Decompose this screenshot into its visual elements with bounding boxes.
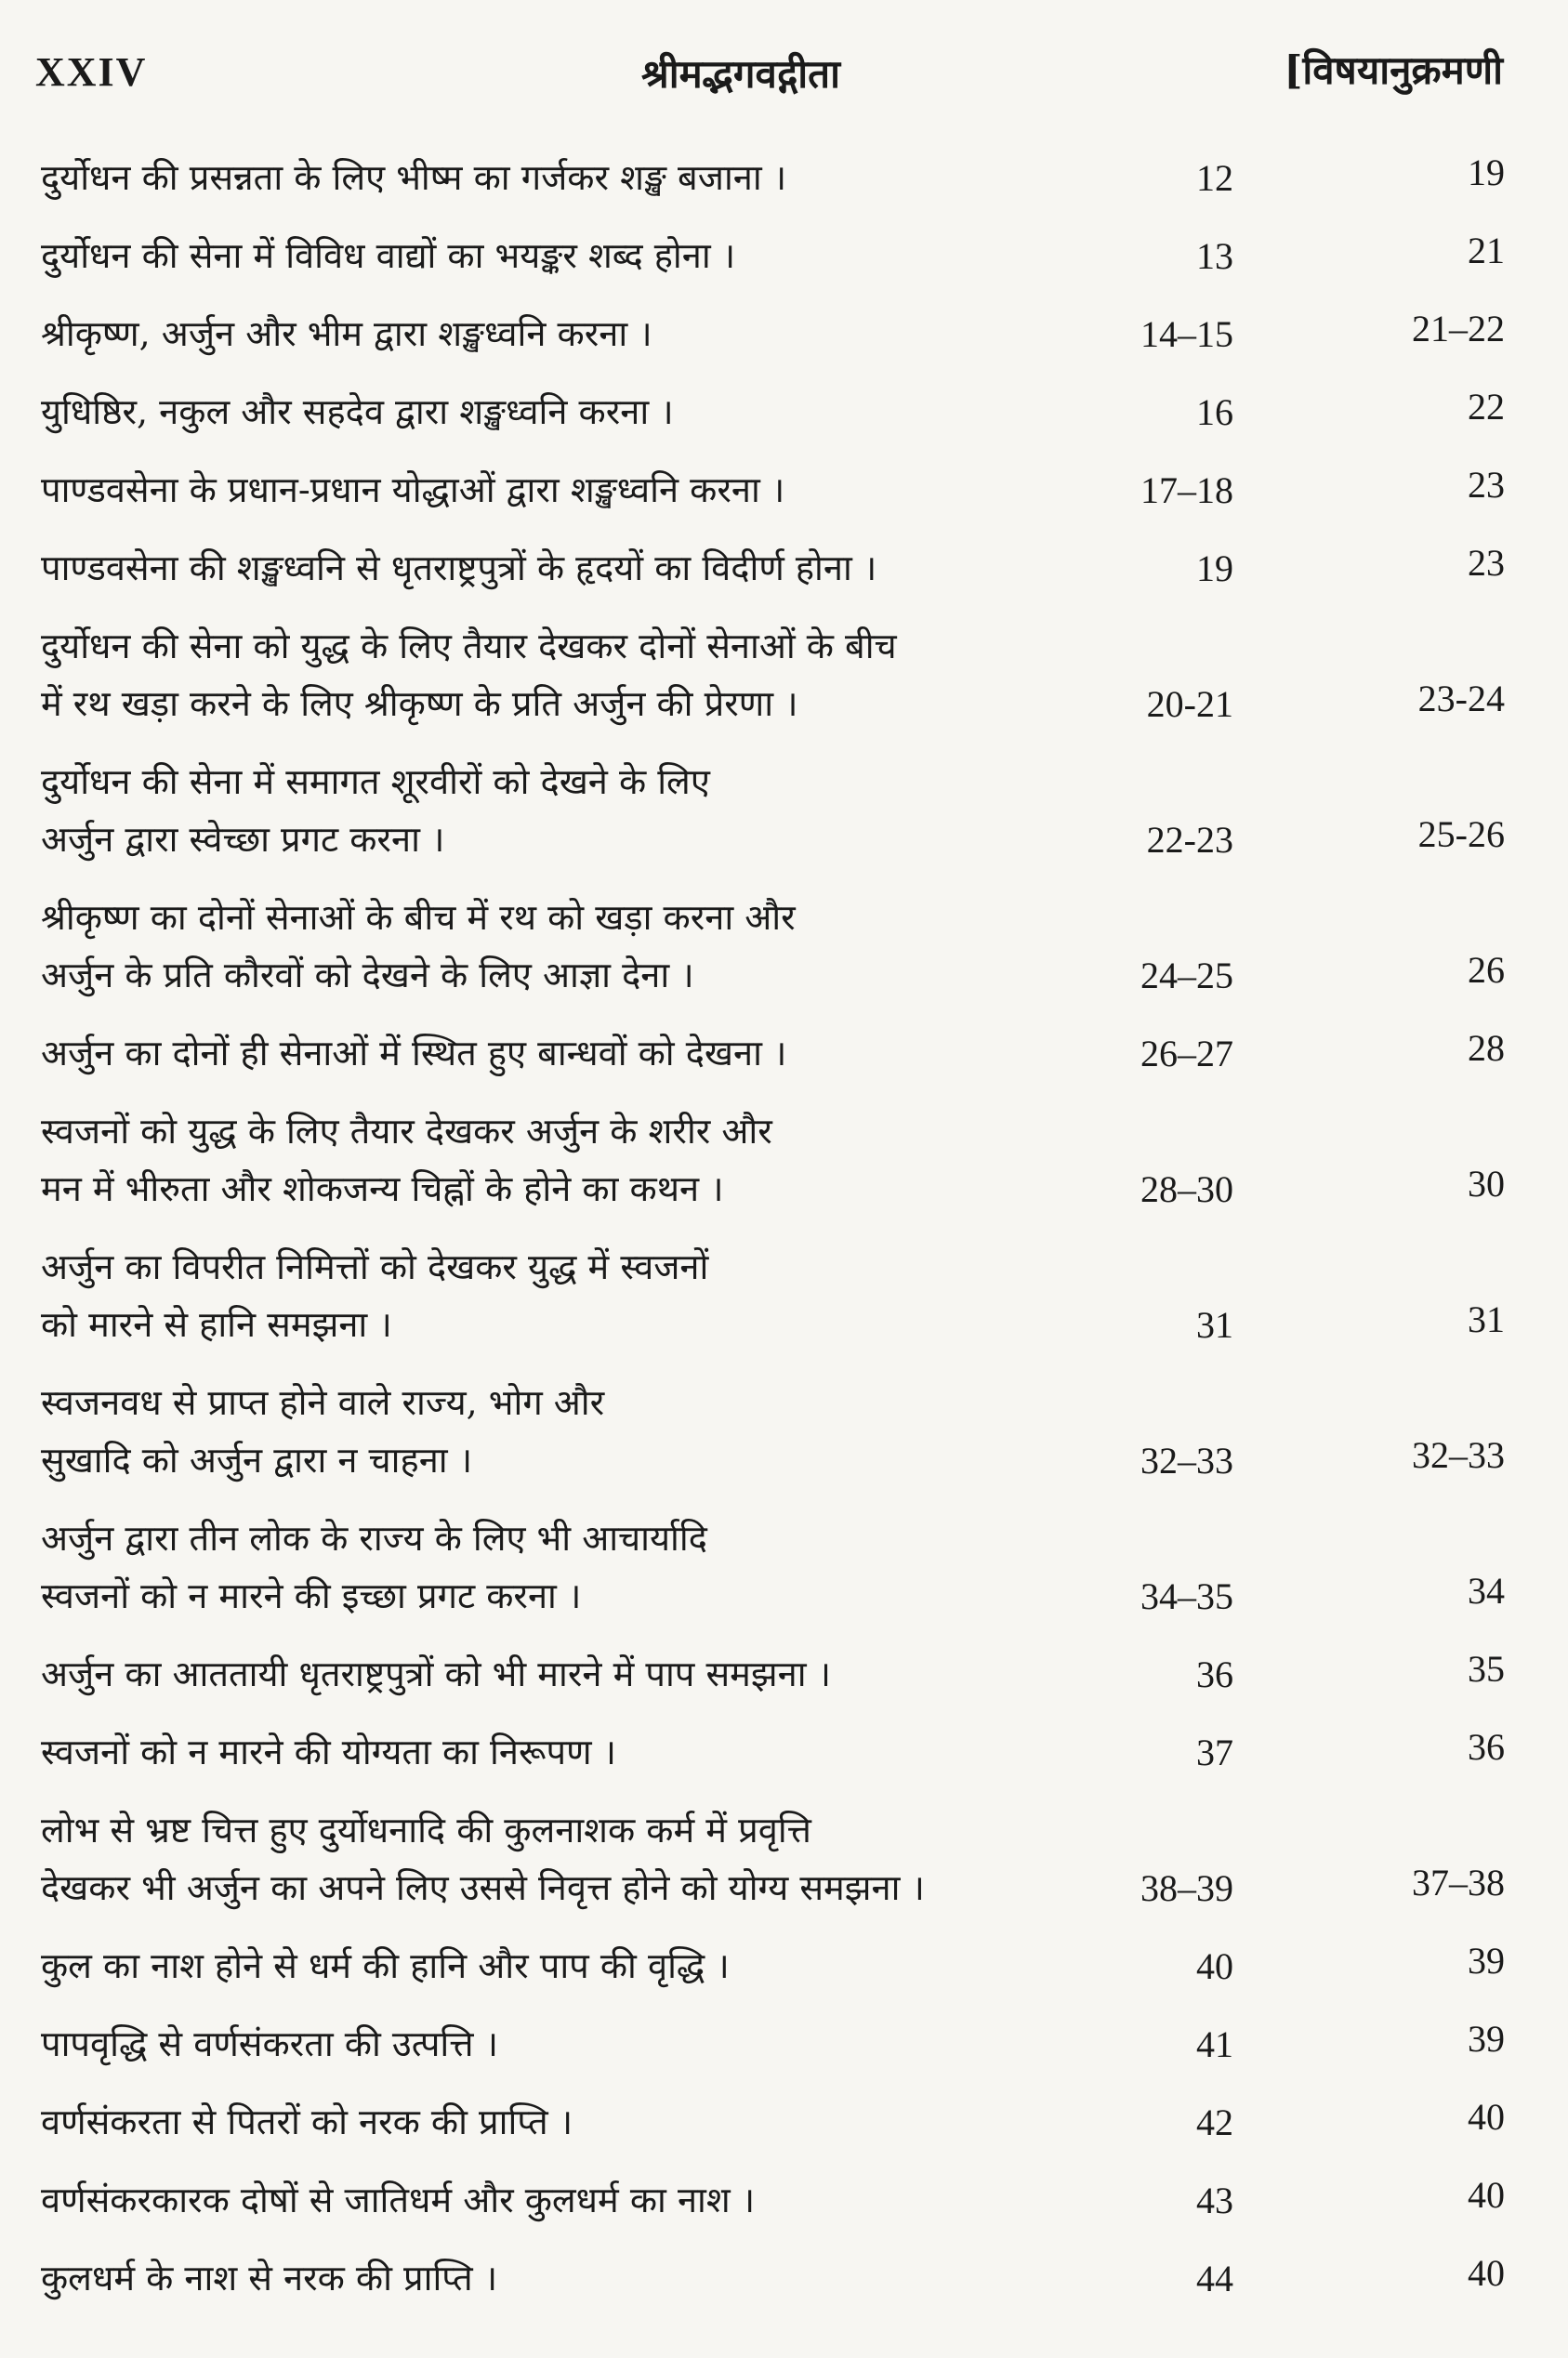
topic-line: दुर्योधन की सेना को युद्ध के लिए तैयार देखकर दोनों सेनाओं के बीच [41,626,897,666]
contents-row [0,149,1568,206]
topic-description [41,753,1082,868]
page-reference: 19 [1468,151,1505,193]
topic-description [41,2171,1082,2229]
contents-row [0,1509,1568,1625]
page-reference: 28 [1468,1027,1505,1069]
verse-number: 13 [1196,235,1233,277]
verse-number: 16 [1196,391,1233,433]
topic-line: अर्जुन का विपरीत निमित्तों को देखकर युद्ध में स्वजनों [41,1246,709,1287]
verse-number: 17–18 [1140,469,1233,511]
topic-description [41,227,1082,284]
topic-line: अर्जुन द्वारा स्वेच्छा प्रगट करना । [41,819,445,860]
topic-line: अर्जुन द्वारा तीन लोक के राज्य के लिए भी आचार्यादि [41,1518,707,1559]
topic-line: मन में भीरुता और शोकजन्य चिह्नों के होने का कथन । [41,1168,724,1209]
contents-row [0,2093,1568,2151]
page-reference: 21–22 [1412,308,1505,349]
verse-number: 34–35 [1140,1575,1233,1617]
topic-description [41,383,1082,441]
contents-row [0,2249,1568,2307]
page-reference: 39 [1468,1940,1505,1982]
topic-line: को मारने से हानि समझना । [41,1304,392,1345]
verse-number: 42 [1196,2101,1233,2143]
verse-number: 43 [1196,2180,1233,2221]
topic-description [41,1937,1082,1995]
topic-line: पापवृद्धि से वर्णसंकरता की उत्पत्ति । [41,2023,499,2064]
page-reference: 39 [1468,2018,1505,2060]
contents-row [0,2015,1568,2073]
verse-number: 26–27 [1140,1033,1233,1074]
topic-line: दुर्योधन की प्रसन्नता के लिए भीष्म का गर्जकर शङ्ख बजाना । [41,157,787,198]
page-reference: 30 [1468,1163,1505,1205]
page-header [0,37,1568,112]
contents-row [0,461,1568,519]
topic-line: श्रीकृष्ण, अर्जुन और भीम द्वारा शङ्खध्वनि करना । [41,313,652,354]
page-reference: 32–33 [1412,1434,1505,1476]
topic-description [41,1024,1082,1082]
topic-line: वर्णसंकरकारक दोषों से जातिधर्म और कुलधर्म का नाश । [41,2180,756,2220]
page-reference: 25-26 [1417,813,1505,855]
page-reference: 35 [1468,1648,1505,1690]
topic-line: देखकर भी अर्जुन का अपने लिए उससे निवृत्त होने को योग्य समझना । [41,1867,925,1908]
contents-row [0,305,1568,362]
contents-row [0,1374,1568,1489]
verse-number: 28–30 [1140,1168,1233,1210]
topic-description [41,305,1082,362]
contents-row [0,539,1568,597]
page-reference: 40 [1468,2174,1505,2216]
topic-line: दुर्योधन की सेना में समागत शूरवीरों को देखने के लिए [41,761,710,802]
contents-row [0,1801,1568,1917]
verse-number: 24–25 [1140,955,1233,996]
verse-number: 22-23 [1146,819,1233,861]
topic-line: स्वजनवध से प्राप्त होने वाले राज्य, भोग और [41,1382,605,1423]
topic-description [41,2093,1082,2151]
verse-number: 36 [1196,1653,1233,1695]
topic-line: सुखादि को अर्जुन द्वारा न चाहना । [41,1440,473,1481]
page-reference: 40 [1468,2096,1505,2138]
verse-number: 31 [1196,1304,1233,1346]
contents-row [0,1024,1568,1082]
topic-description [41,2015,1082,2073]
topic-description [41,461,1082,519]
verse-number: 41 [1196,2023,1233,2065]
contents-row [0,1645,1568,1703]
topic-line: दुर्योधन की सेना में विविध वाद्यों का भयङ्कर शब्द होना । [41,235,736,276]
topic-description [41,1801,1082,1917]
contents-row [0,227,1568,284]
page-reference: 26 [1468,949,1505,991]
topic-line: स्वजनों को न मारने की इच्छा प्रगट करना । [41,1575,582,1616]
contents-row [0,617,1568,732]
topic-description [41,1509,1082,1625]
page-reference: 23 [1468,464,1505,506]
verse-number: 12 [1196,157,1233,199]
verse-number: 38–39 [1140,1867,1233,1909]
page-reference: 40 [1468,2252,1505,2294]
topic-line: अर्जुन के प्रति कौरवों को देखने के लिए आज्ञा देना । [41,955,694,995]
page-reference: 23-24 [1417,678,1505,719]
verse-number: 20-21 [1146,683,1233,725]
topic-line: स्वजनों को युद्ध के लिए तैयार देखकर अर्जुन के शरीर और [41,1111,772,1152]
topic-description [41,1374,1082,1489]
topic-line: में रथ खड़ा करने के लिए श्रीकृष्ण के प्रति अर्जुन की प्रेरणा । [41,683,798,724]
page-number: XXIV [35,49,148,95]
section-title: [विषयानुक्रमणी [1284,47,1503,93]
page-reference: 22 [1468,386,1505,428]
topic-description [41,539,1082,597]
page-reference: 37–38 [1412,1862,1505,1904]
page-reference: 34 [1468,1570,1505,1612]
contents-row [0,1102,1568,1218]
contents-row [0,753,1568,868]
topic-line: लोभ से भ्रष्ट चित्त हुए दुर्योधनादि की कुलनाशक कर्म में प्रवृत्ति [41,1810,811,1851]
topic-line: युधिष्ठिर, नकुल और सहदेव द्वारा शङ्खध्वनि करना । [41,391,674,432]
topic-line: श्रीकृष्ण का दोनों सेनाओं के बीच में रथ को खड़ा करना और [41,897,796,938]
topic-description [41,2249,1082,2307]
verse-number: 19 [1196,547,1233,589]
page-reference: 23 [1468,542,1505,584]
page-reference: 36 [1468,1726,1505,1768]
verse-number: 32–33 [1140,1440,1233,1482]
topic-description [41,1645,1082,1703]
contents-row [0,1238,1568,1353]
page-reference: 31 [1468,1298,1505,1340]
topic-description [41,149,1082,206]
contents-row [0,2171,1568,2229]
contents-row [0,1937,1568,1995]
contents-row [0,1723,1568,1781]
topic-description [41,617,1082,732]
verse-number: 37 [1196,1732,1233,1773]
topic-line: अर्जुन का आततायी धृतराष्ट्रपुत्रों को भी मारने में पाप समझना । [41,1653,832,1694]
topic-description [41,1723,1082,1781]
topic-line: कुलधर्म के नाश से नरक की प्राप्ति । [41,2258,498,2299]
topic-line: वर्णसंकरता से पितरों को नरक की प्राप्ति । [41,2101,573,2142]
topic-description [41,889,1082,1004]
verse-number: 44 [1196,2258,1233,2299]
topic-description [41,1238,1082,1353]
book-title: श्रीमद्भगवद्गीता [641,51,840,97]
page-reference: 21 [1468,230,1505,271]
contents-row [0,889,1568,1004]
topic-line: कुल का नाश होने से धर्म की हानि और पाप की वृद्धि । [41,1945,730,1986]
contents-row [0,383,1568,441]
topic-line: पाण्डवसेना के प्रधान-प्रधान योद्धाओं द्वारा शङ्खध्वनि करना । [41,469,785,510]
topic-line: अर्जुन का दोनों ही सेनाओं में स्थित हुए बान्धवों को देखना । [41,1033,787,1074]
verse-number: 40 [1196,1945,1233,1987]
topic-description [41,1102,1082,1218]
verse-number: 14–15 [1140,313,1233,355]
topic-line: स्वजनों को न मारने की योग्यता का निरूपण । [41,1732,617,1772]
topic-line: पाण्डवसेना की शङ्खध्वनि से धृतराष्ट्रपुत्रों के हृदयों का विदीर्ण होना । [41,547,877,588]
